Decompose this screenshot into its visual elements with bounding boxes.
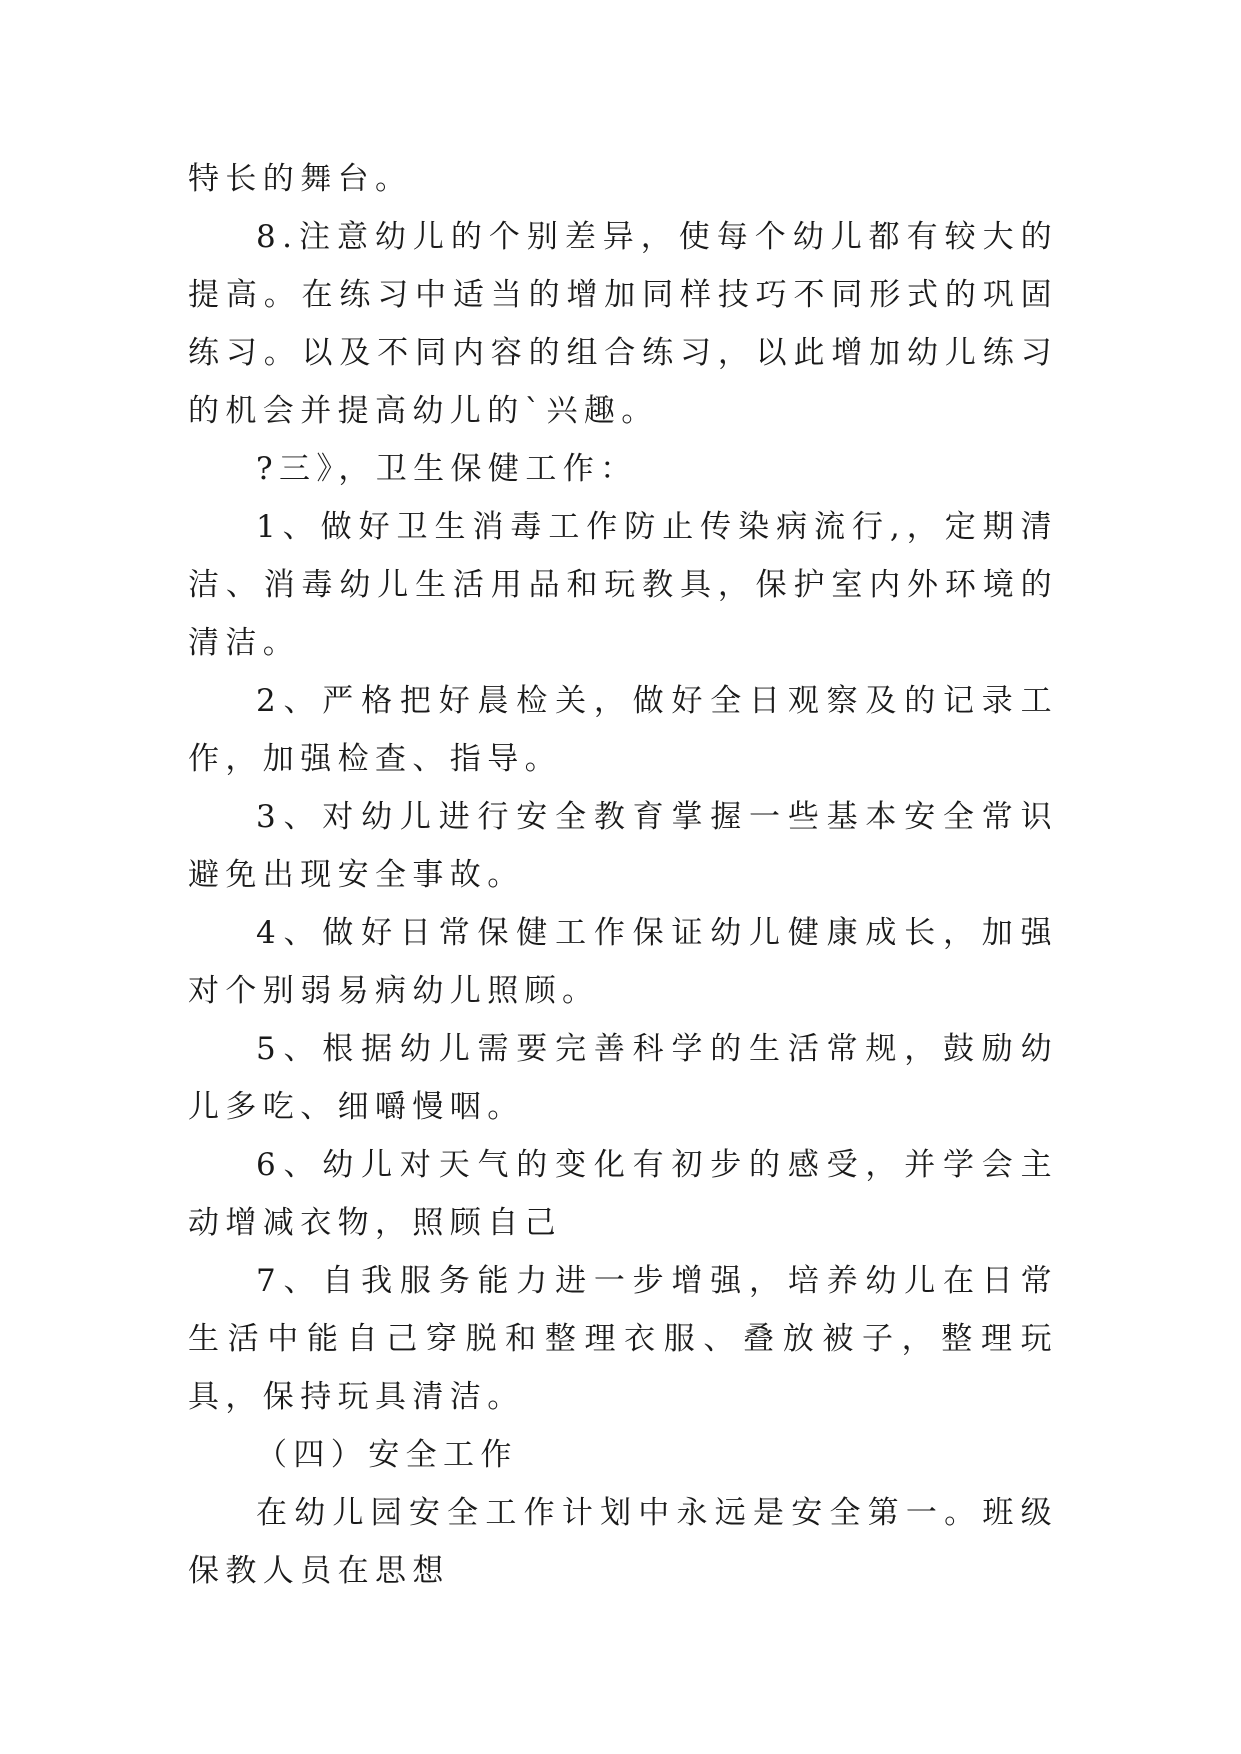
paragraph-health-item-6: 6、幼儿对天气的变化有初步的感受，并学会主动增减衣物，照顾自己 (188, 1147, 1058, 1241)
paragraph-health-item-4: 4、做好日常保健工作保证幼儿健康成长，加强对个别弱易病幼儿照顾。 (188, 915, 1058, 1009)
paragraph-health-item-5: 5、根据幼儿需要完善科学的生活常规，鼓励幼儿多吃、细嚼慢咽。 (188, 1031, 1058, 1125)
paragraph-safety-intro: 在幼儿园安全工作计划中永远是安全第一。班级保教人员在思想 (188, 1495, 1058, 1589)
paragraph-health-item-3: 3、对幼儿进行安全教育掌握一些基本安全常识避免出现安全事故。 (188, 799, 1058, 893)
paragraph-health-item-1: 1、做好卫生消毒工作防止传染病流行,，定期清洁、消毒幼儿生活用品和玩教具，保护室内外环境的清洁。 (188, 509, 1058, 661)
document-body (188, 150, 1058, 1600)
paragraph-continuation: 特长的舞台。 (188, 161, 413, 197)
paragraph-health-item-7: 7、自我服务能力进一步增强，培养幼儿在日常生活中能自己穿脱和整理衣服、叠放被子，整理玩具，保持玩具清洁。 (188, 1263, 1058, 1415)
paragraph-item-8: 8.注意幼儿的个别差异，使每个幼儿都有较大的提高。在练习中适当的增加同样技巧不同形式的巩固练习。以及不同内容的组合练习，以此增加幼儿练习的机会并提高幼儿的`兴趣。 (188, 219, 1058, 429)
paragraph-health-item-2: 2、严格把好晨检关，做好全日观察及的记录工作，加强检查、指导。 (188, 683, 1058, 777)
section-heading-health: ?三》，卫生保健工作： (256, 451, 638, 487)
section-heading-safety: （四）安全工作 (256, 1437, 518, 1473)
